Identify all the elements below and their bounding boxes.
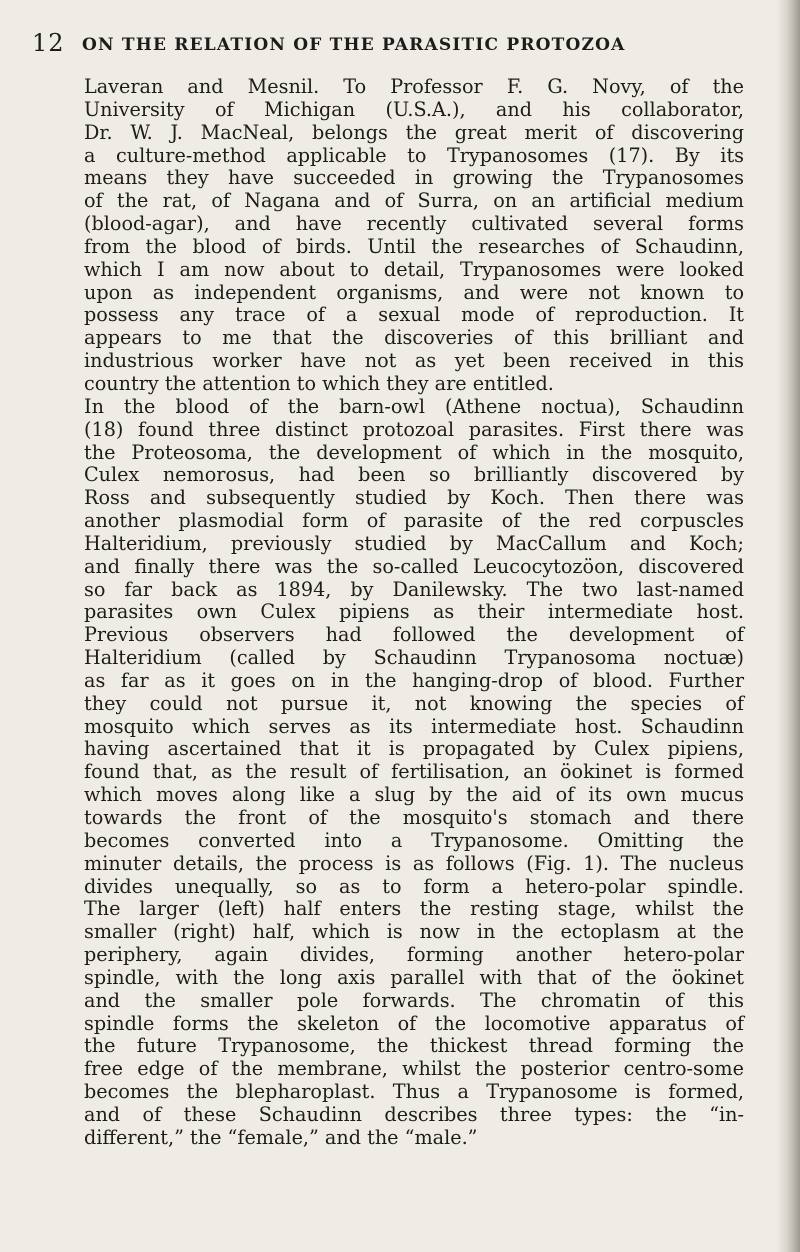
line-text: as far as it goes on in the hanging-drop of blood. Further [84,668,744,692]
line-text: Previous observers had followed the development of [84,623,744,647]
text-line [84,533,744,556]
text-line [84,167,744,190]
text-line [84,487,744,510]
text-line [84,990,744,1013]
running-head [30,28,750,58]
line-text: the Proteosoma, the development of which in the mosquito, [84,440,744,464]
line-text: Dr. W. J. MacNeal, belongs the great merit of discovering [84,120,744,144]
line-text: they could not pursue it, not knowing the species of [84,691,744,715]
text-line [84,807,744,830]
text-line [84,282,744,305]
line-text: mosquito which serves as its intermediate host. Schaudinn [84,714,744,738]
line-text: divides unequally, so as to form a hetero-polar spindle. [84,874,744,898]
text-line [84,579,744,602]
line-text: appears to me that the discoveries of this brilliant and [84,326,744,350]
text-line [84,1013,744,1036]
text-line [84,327,744,350]
text-line [84,373,744,396]
line-text: upon as independent organisms, and were not known to [84,280,744,304]
line-text: having ascertained that it is propagated by Culex pipiens, [84,737,744,761]
line-text: from the blood of birds. Until the researches of Schaudinn, [84,234,744,258]
line-text: parasites own Culex pipiens as their intermediate host. [84,600,744,624]
line-text: Laveran and Mesnil. To Professor F. G. Novy, of the [84,75,744,98]
text-line [84,761,744,784]
line-text: which moves along like a slug by the aid of its own mucus [84,783,744,807]
text-line [84,145,744,168]
running-title: ON THE RELATION OF THE PARASITIC PROTOZOA [82,35,626,55]
line-text: becomes the blepharoplast. Thus a Trypanosome is formed, [84,1080,744,1104]
text-line [84,99,744,122]
text-line [84,670,744,693]
line-text: Halteridium (called by Schaudinn Trypanosoma noctuæ) [84,646,744,670]
line-text: spindle forms the skeleton of the locomotive apparatus of [84,1011,744,1035]
line-text: towards the front of the mosquito's stomach and there [84,806,744,829]
line-text: University of Michigan (U.S.A.), and his collaborator, [84,97,744,121]
line-text: and finally there was the so-called Leucocytozöon, discovered [84,554,744,578]
text-line [84,1081,744,1104]
line-text: so far back as 1894, by Danilewsky. The two last-named [84,577,744,601]
line-text: (18) found three distinct protozoal parasites. First there was [84,417,744,441]
line-text: free edge of the membrane, whilst the posterior centro-some [84,1057,744,1081]
text-line [84,876,744,899]
line-text: The larger (left) half enters the resting stage, whilst the [84,897,744,921]
text-line [84,944,744,967]
line-text: (blood-agar), and have recently cultivated several forms [84,212,744,236]
line-text: the future Trypanosome, the thickest thread forming the [84,1034,744,1058]
text-line [84,716,744,739]
line-text: Ross and subsequently studied by Koch. Then there was [84,486,744,510]
text-line [84,442,744,465]
text-line [84,898,744,921]
line-text: possess any trace of a sexual mode of reproduction. It [84,303,744,327]
text-line [84,1127,744,1150]
line-text: which I am now about to detail, Trypanosomes were looked [84,257,744,281]
text-line [84,259,744,282]
text-line [84,967,744,990]
text-line [84,350,744,373]
text-line [84,601,744,624]
text-line [84,693,744,716]
line-text: spindle, with the long axis parallel with that of the öokinet [84,965,744,989]
line-text: a culture-method applicable to Trypanosomes (17). By its [84,143,744,167]
text-line [84,304,744,327]
line-text: smaller (right) half, which is now in the ectoplasm at the [84,920,744,944]
page-number: 12 [32,29,65,57]
text-line [84,419,744,442]
line-text: Culex nemorosus, had been so brilliantly discovered by [84,463,744,487]
line-text: country the attention to which they are entitled. [84,371,554,395]
text-line [84,76,744,99]
text-line [84,1035,744,1058]
text-line [84,556,744,579]
line-text: minuter details, the process is as follows (Fig. 1). The nucleus [84,851,744,875]
line-text: Halteridium, previously studied by MacCallum and Koch; [84,531,744,555]
text-line [84,1058,744,1081]
text-line [84,1104,744,1127]
line-text: In the blood of the barn-owl (Athene noctua), Schaudinn [84,394,744,418]
line-text: found that, as the result of fertilisation, an öokinet is formed [84,760,744,784]
text-line [84,122,744,145]
text-line [84,647,744,670]
line-text: and of these Schaudinn describes three types: the “in- [84,1102,744,1126]
text-line [84,784,744,807]
line-text: another plasmodial form of parasite of the red corpuscles [84,509,744,533]
line-text: means they have succeeded in growing the Trypanosomes [84,166,744,190]
text-line [84,190,744,213]
text-line [84,624,744,647]
text-line [84,213,744,236]
text-line [84,464,744,487]
line-text: industrious worker have not as yet been received in this [84,349,744,373]
text-line [84,853,744,876]
text-line [84,830,744,853]
line-text: and the smaller pole forwards. The chromatin of this [84,988,744,1012]
line-text: becomes converted into a Trypanosome. Omitting the [84,828,744,852]
text-line [84,738,744,761]
page-edge-shadow [778,0,800,1252]
text-line [84,396,744,419]
text-line [84,921,744,944]
line-text: different,” the “female,” and the “male.” [84,1125,478,1149]
body-text [84,76,744,1150]
line-text: of the rat, of Nagana and of Surra, on an artificial medium [84,189,744,213]
text-line [84,510,744,533]
line-text: periphery, again divides, forming another hetero-polar [84,943,744,967]
text-line [84,236,744,259]
